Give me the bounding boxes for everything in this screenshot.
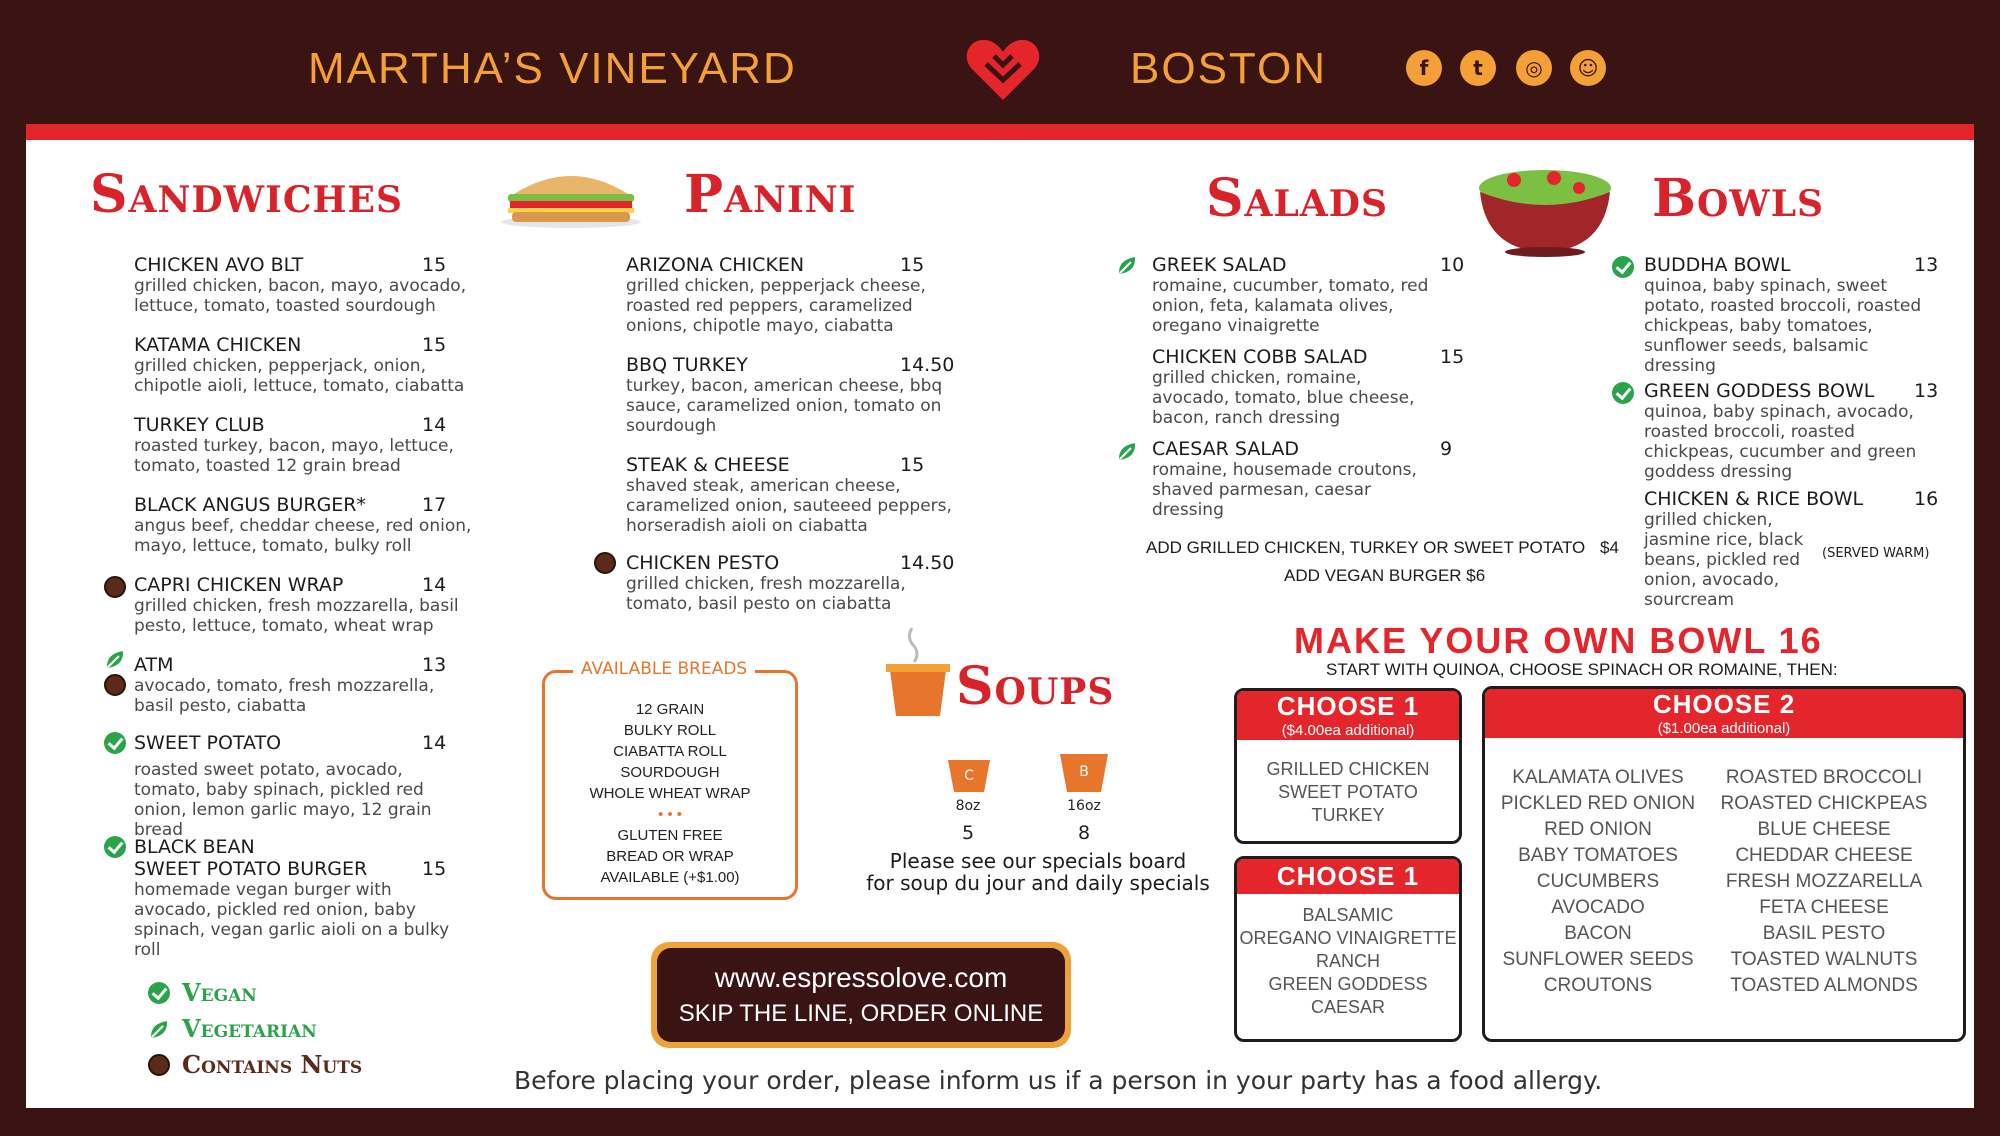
salad-addon-line2: ADD VEGAN BURGER $6 [1284, 566, 1486, 585]
available-breads-box: AVAILABLE BREADS 12 GRAIN BULKY ROLL CIABATTA ROLL SOURDOUGH WHOLE WHEAT WRAP • • • GLUTEN FREE BREAD OR WRAP AVAILABLE (+$1.00) [542, 670, 798, 900]
list-item[interactable]: CHICKEN AVO BLT 15 grilled chicken, bacon, mayo, avocado, lettuce, tomato, toasted sourdough [134, 254, 467, 316]
salad-addon-line1: ADD GRILLED CHICKEN, TURKEY OR SWEET POTATO $4 [1146, 538, 1619, 557]
twitter-icon[interactable]: t [1460, 50, 1496, 86]
location-boston: BOSTON [1130, 44, 1328, 93]
list-item[interactable]: CHICKEN COBB SALAD 15 grilled chicken, romaine, avocado, tomato, blue cheese, bacon, ranch dressing [1152, 346, 1465, 428]
list-item[interactable]: TURKEY CLUB 14 roasted turkey, bacon, mayo, lettuce, tomato, toasted 12 grain bread [134, 414, 454, 476]
vegetarian-leaf-icon [1116, 440, 1138, 462]
list-item[interactable]: CHICKEN PESTO 14.50 grilled chicken, fresh mozzarella, tomato, basil pesto on ciabatta [626, 552, 955, 614]
heading-soups: Soups [956, 656, 1115, 717]
heading-panini: Panini [684, 164, 857, 225]
list-item[interactable]: CAPRI CHICKEN WRAP 14 grilled chicken, fresh mozzarella, basil pesto, lettuce, tomato, wheat wrap [134, 574, 459, 636]
list-item[interactable]: KATAMA CHICKEN 15 grilled chicken, pepperjack, onion, chipotle aioli, lettuce, tomato, ciabatta [134, 334, 465, 396]
website-url[interactable]: www.espressolove.com [714, 962, 1008, 993]
soup-note: Please see our specials board for soup du jour and daily specials [866, 849, 1210, 895]
vegetarian-leaf-icon [148, 1018, 170, 1040]
vegan-check-icon [148, 982, 170, 1004]
legend-vegetarian: Vegetarian [182, 1014, 317, 1043]
list-item[interactable]: GREEK SALAD 10 romaine, cucumber, tomato, red onion, feta, kalamata olives, oregano vinaigrette [1152, 254, 1465, 336]
heart-logo-icon [966, 36, 1040, 102]
small-cup-price: 5 [961, 822, 975, 844]
list-item[interactable]: BUDDHA BOWL 13 quinoa, baby spinach, sweet potato, roasted broccoli, roasted chickpeas, baby tomatoes, sunflower seeds, balsamic dressing [1644, 254, 1939, 376]
sandwich-illustration [496, 164, 646, 234]
order-online-cta[interactable]: SKIP THE LINE, ORDER ONLINE [678, 1000, 1044, 1027]
large-cup-price: 8 [1077, 822, 1091, 844]
large-cup-letter: B [1079, 764, 1089, 780]
legend-vegan: Vegan [182, 978, 257, 1007]
instagram-icon[interactable]: ◎ [1516, 50, 1552, 86]
list-item[interactable]: GREEN GODDESS BOWL 13 quinoa, baby spinach, avocado, roasted broccoli, roasted chickpeas, cucumber and green goddess dressing [1644, 380, 1939, 482]
list-item[interactable]: STEAK & CHEESE 15 shaved steak, american cheese, caramelized onion, sauteeed peppers, horseradish aioli on ciabatta [626, 454, 952, 536]
vegan-check-icon [104, 732, 126, 754]
heading-bowls: Bowls [1652, 168, 1825, 229]
vegetarian-leaf-icon [1116, 254, 1138, 276]
order-online-box[interactable] [651, 942, 1071, 1048]
nuts-icon [594, 552, 616, 574]
served-warm-note: (SERVED WARM) [1822, 546, 1930, 561]
list-item[interactable]: CHICKEN & RICE BOWL 16 grilled chicken, jasmine rice, black beans, pickled red onion, avocado, sourcream [1644, 488, 1939, 610]
list-item[interactable]: ARIZONA CHICKEN 15 grilled chicken, pepperjack cheese, roasted red peppers, caramelized onions, chipotle mayo, ciabatta [626, 254, 926, 336]
list-item[interactable]: BLACK ANGUS BURGER* 17 angus beef, cheddar cheese, red onion, mayo, lettuce, tomato, bulky roll [134, 494, 472, 556]
nuts-icon [104, 576, 126, 598]
nuts-icon [148, 1054, 170, 1076]
list-item[interactable]: BLACK BEAN SWEET POTATO BURGER 15 homemade vegan burger with avocado, pickled red onion, baby spinach, vegan garlic aioli on a bulky roll [134, 836, 450, 960]
list-item[interactable]: SWEET POTATO 14 roasted sweet potato, avocado, tomato, baby spinach, pickled red onion, lemon garlic mayo, 12 grain bread [134, 732, 447, 840]
breads-title: AVAILABLE BREADS [573, 659, 755, 679]
snapchat-icon[interactable]: ☺ [1570, 50, 1606, 86]
list-item[interactable]: CAESAR SALAD 9 romaine, housemade croutons, shaved parmesan, caesar dressing [1152, 438, 1453, 520]
vegetarian-leaf-icon [104, 648, 126, 670]
facebook-icon[interactable]: f [1406, 50, 1442, 86]
allergy-note: Before placing your order, please inform us if a person in your party has a food allergy. [514, 1066, 1603, 1095]
vegan-check-icon [104, 836, 126, 858]
small-cup-letter: C [964, 768, 974, 784]
small-cup-size: 8oz [955, 798, 981, 814]
heading-sandwiches: Sandwiches [90, 164, 403, 225]
menu-panel [26, 140, 1974, 1108]
location-marthas-vineyard: MARTHA’S VINEYARD [308, 44, 797, 93]
make-bowl-subtitle: START WITH QUINOA, CHOOSE SPINACH OR ROMAINE, THEN: [1326, 660, 1838, 679]
list-item[interactable]: BBQ TURKEY 14.50 turkey, bacon, american cheese, bbq sauce, caramelized onion, tomato on sourdough [626, 354, 955, 436]
vegan-check-icon [1612, 382, 1634, 404]
choose-dressing-box: CHOOSE 1 BALSAMIC OREGANO VINAIGRETTE RANCH GREEN GODDESS CAESAR [1234, 856, 1462, 1042]
heading-salads: Salads [1206, 168, 1388, 229]
choose-protein-box: CHOOSE 1 ($4.00ea additional) GRILLED CHICKEN SWEET POTATO TURKEY [1234, 688, 1462, 844]
legend-nuts: Contains Nuts [182, 1050, 363, 1079]
list-item[interactable]: ATM 13 avocado, tomato, fresh mozzarella, basil pesto, ciabatta [134, 654, 447, 716]
vegan-check-icon [1612, 256, 1634, 278]
salad-bowl-illustration [1474, 158, 1616, 258]
nuts-icon [104, 674, 126, 696]
choose-toppings-box: CHOOSE 2 ($1.00ea additional) KALAMATA OLIVES PICKLED RED ONION RED ONION BABY TOMATOES CUCUMBERS AVOCADO BACON SUNFLOWER SEEDS CROUTONS ROASTED BROCCOLI ROASTED CHICKPEAS BLUE CHEESE CHEDDAR CHEESE FRESH MOZZARELLA FETA CHEESE BASIL PESTO TOASTED WALNUTS TOASTED ALMONDS [1482, 686, 1966, 1042]
make-bowl-title: MAKE YOUR OWN BOWL 16 [1294, 620, 1823, 661]
soup-cup-illustration [882, 624, 954, 720]
header-bar [0, 0, 2000, 124]
red-divider [26, 124, 1974, 140]
large-cup-size: 16oz [1067, 798, 1101, 814]
